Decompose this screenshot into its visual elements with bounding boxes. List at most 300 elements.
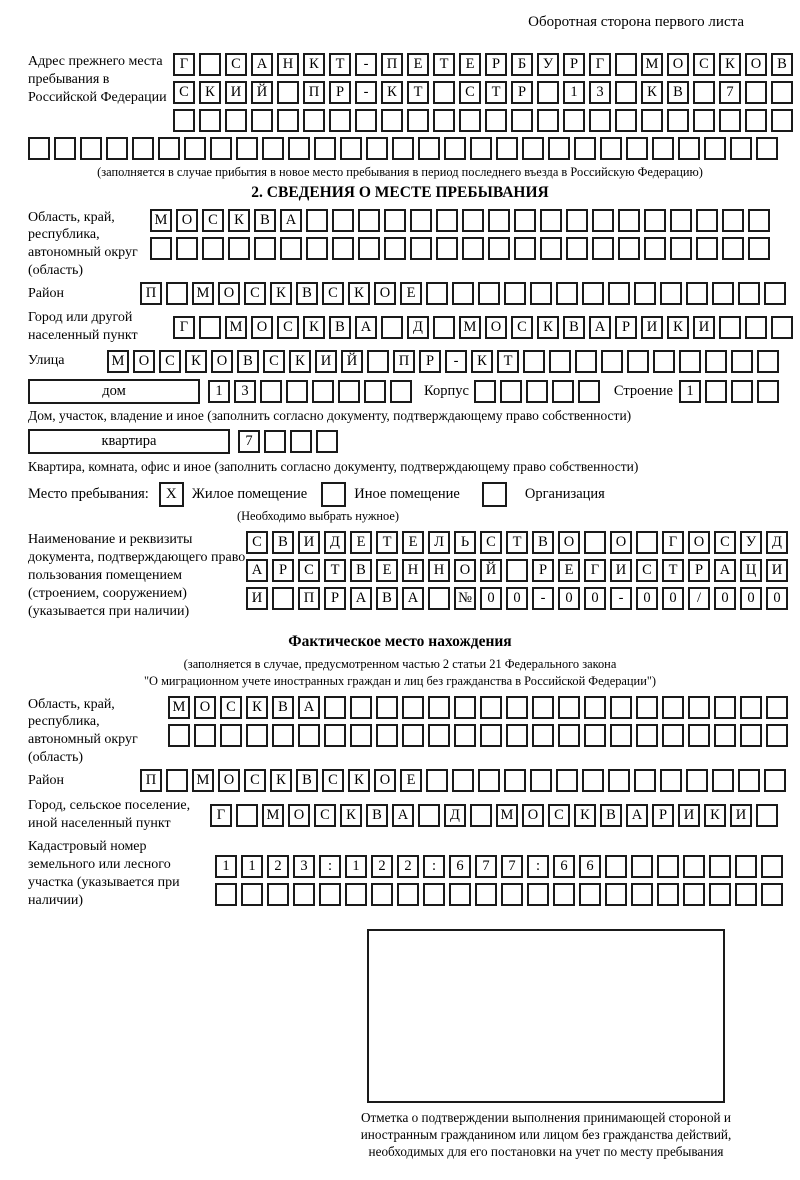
char-box [478, 282, 500, 305]
char-box: Ц [740, 559, 762, 582]
char-box: Е [350, 531, 372, 554]
char-box [488, 209, 510, 232]
mesto-option-inoe-label: Иное помещение [354, 486, 460, 503]
oblast-row-1 [150, 209, 774, 232]
char-box [173, 109, 195, 132]
header-note: Оборотная сторона первого листа [528, 14, 744, 30]
char-box: О [454, 559, 476, 582]
char-box: У [740, 531, 762, 554]
char-box [530, 769, 552, 792]
char-box [566, 209, 588, 232]
char-box [558, 696, 580, 719]
char-box [381, 109, 403, 132]
char-box [306, 237, 328, 260]
char-box [757, 380, 779, 403]
char-box: С [548, 804, 570, 827]
char-box [532, 696, 554, 719]
char-box [410, 209, 432, 232]
char-box [522, 137, 544, 160]
kadastr-label: Кадастровый номер земельного или лесного участка (указывается при наличии) [28, 838, 180, 908]
char-box [608, 769, 630, 792]
raion-row [140, 282, 790, 305]
char-box [150, 237, 172, 260]
char-box: Е [558, 559, 580, 582]
char-box [267, 883, 289, 906]
char-box [719, 316, 741, 339]
kvartira-field-box: квартира [28, 429, 230, 454]
char-box [683, 855, 705, 878]
char-box [390, 380, 412, 403]
char-box [631, 855, 653, 878]
char-box [454, 696, 476, 719]
fact-oblast-rows [168, 696, 792, 752]
char-box [712, 282, 734, 305]
char-box [454, 724, 476, 747]
char-box [662, 724, 684, 747]
char-box [506, 559, 528, 582]
char-box [686, 282, 708, 305]
char-box: П [303, 81, 325, 104]
char-box [241, 883, 263, 906]
char-box [272, 587, 294, 610]
char-box: О [288, 804, 310, 827]
gorod-row [173, 316, 797, 339]
char-box: А [246, 559, 268, 582]
char-box: К [270, 769, 292, 792]
char-box: 6 [579, 855, 601, 878]
char-box [556, 769, 578, 792]
doc-row-3 [246, 587, 792, 610]
char-box [436, 209, 458, 232]
char-box [584, 696, 606, 719]
char-box [474, 380, 496, 403]
char-box [470, 804, 492, 827]
char-box: О [211, 350, 233, 373]
char-box [350, 696, 372, 719]
fact-raion-block [28, 769, 800, 792]
char-box: О [522, 804, 544, 827]
char-box: В [350, 559, 372, 582]
char-box [537, 81, 559, 104]
char-box [202, 237, 224, 260]
char-box: Й [341, 350, 363, 373]
char-box [402, 696, 424, 719]
ulitsa-label: Улица [28, 353, 65, 369]
char-box: А [626, 804, 648, 827]
char-box [722, 237, 744, 260]
char-box: О [558, 531, 580, 554]
char-box [176, 237, 198, 260]
char-box [306, 209, 328, 232]
doc-block [28, 531, 800, 621]
oblast-label: Область, край, республика, автономный округ (область) [28, 209, 138, 279]
char-box: Г [589, 53, 611, 76]
char-box: К [471, 350, 493, 373]
char-box: Р [688, 559, 710, 582]
char-box [709, 855, 731, 878]
char-box [426, 769, 448, 792]
char-box [592, 237, 614, 260]
char-box [615, 109, 637, 132]
char-box [714, 696, 736, 719]
char-box: 0 [714, 587, 736, 610]
char-box: В [532, 531, 554, 554]
prev-address-row-2 [173, 81, 797, 104]
char-box: 2 [397, 855, 419, 878]
char-box [350, 724, 372, 747]
char-box [426, 282, 448, 305]
char-box: К [246, 696, 268, 719]
char-box [402, 724, 424, 747]
dom-note: Дом, участок, владение и иное (заполнить согласно документу, подтверждающему право собственности) [28, 407, 632, 423]
char-box [704, 137, 726, 160]
char-box [314, 137, 336, 160]
char-box: О [374, 769, 396, 792]
ulitsa-block [28, 350, 800, 373]
char-box: К [228, 209, 250, 232]
char-box: И [766, 559, 788, 582]
korpus-label: Корпус [424, 383, 469, 400]
char-box: 1 [208, 380, 230, 403]
char-box [514, 209, 536, 232]
char-box [158, 137, 180, 160]
char-box [722, 209, 744, 232]
char-box [563, 109, 585, 132]
char-box: Р [652, 804, 674, 827]
char-box: О [176, 209, 198, 232]
char-box [384, 209, 406, 232]
char-box: В [272, 696, 294, 719]
char-box: Е [402, 531, 424, 554]
char-box [462, 209, 484, 232]
char-box: И [693, 316, 715, 339]
char-box [605, 855, 627, 878]
char-box: А [251, 53, 273, 76]
char-box [184, 137, 206, 160]
char-box [392, 137, 414, 160]
char-box [449, 883, 471, 906]
char-box [626, 137, 648, 160]
char-box: О [194, 696, 216, 719]
char-box [537, 109, 559, 132]
fact-note-1: (заполняется в случае, предусмотренном частью 2 статьи 21 Федерального закона [183, 656, 617, 671]
char-box [693, 81, 715, 104]
char-box: К [348, 769, 370, 792]
char-box: О [610, 531, 632, 554]
oblast-block [28, 209, 800, 281]
char-box [462, 237, 484, 260]
char-box [501, 883, 523, 906]
char-box: Г [584, 559, 606, 582]
dom-field-box: дом [28, 379, 200, 404]
gorod-block [28, 309, 800, 345]
char-box: Н [428, 559, 450, 582]
char-box [236, 137, 258, 160]
char-box: П [393, 350, 415, 373]
char-box [608, 282, 630, 305]
char-box [566, 237, 588, 260]
char-box [662, 696, 684, 719]
char-box: О [688, 531, 710, 554]
char-box [220, 724, 242, 747]
char-box: Т [485, 81, 507, 104]
char-box: К [667, 316, 689, 339]
char-box: С [322, 769, 344, 792]
char-box: С [322, 282, 344, 305]
char-box: 6 [449, 855, 471, 878]
char-box [236, 804, 258, 827]
gorod-label: Город или другой населенный пункт [28, 310, 138, 344]
char-box: А [714, 559, 736, 582]
mesto-option-zhiloe-label: Жилое помещение [191, 486, 308, 503]
korpus-row [474, 380, 604, 403]
char-box: П [298, 587, 320, 610]
char-box [132, 137, 154, 160]
mesto-block [28, 482, 800, 507]
char-box: О [218, 769, 240, 792]
char-box [574, 137, 596, 160]
char-box [764, 769, 786, 792]
char-box: П [140, 282, 162, 305]
char-box [679, 350, 701, 373]
char-box [627, 350, 649, 373]
char-box [634, 769, 656, 792]
char-box: 0 [636, 587, 658, 610]
char-box: И [641, 316, 663, 339]
char-box [324, 724, 346, 747]
char-box: М [150, 209, 172, 232]
char-box [452, 769, 474, 792]
char-box: Т [497, 350, 519, 373]
char-box [757, 350, 779, 373]
prev-address-row-4 [28, 137, 800, 160]
char-box: С [244, 769, 266, 792]
char-box [277, 81, 299, 104]
char-box [610, 696, 632, 719]
char-box: М [192, 769, 214, 792]
dom-block [28, 379, 800, 404]
char-box: 7 [719, 81, 741, 104]
char-box: 0 [558, 587, 580, 610]
char-box [228, 237, 250, 260]
char-box [428, 587, 450, 610]
stamp-caption: Отметка о подтверждении выполнения принимающей стороной и иностранным гражданином или лицом без гражданства действий, необходимых для его постановки на учет по месту пребывания [360, 1109, 732, 1160]
char-box: К [719, 53, 741, 76]
doc-label: Наименование и реквизиты документа, подтверждающего право пользования помещением (строением, сооружением) (указывается при наличии) [28, 531, 246, 619]
char-box: С [202, 209, 224, 232]
kvartira-block [28, 429, 800, 454]
char-box [578, 380, 600, 403]
char-box [272, 724, 294, 747]
char-box [589, 109, 611, 132]
char-box [381, 316, 403, 339]
char-box [532, 724, 554, 747]
char-box [506, 696, 528, 719]
stroenie-row [679, 380, 783, 403]
char-box [696, 209, 718, 232]
char-box [371, 883, 393, 906]
char-box [575, 350, 597, 373]
char-box [660, 282, 682, 305]
char-box: Р [272, 559, 294, 582]
char-box [636, 696, 658, 719]
char-box: - [355, 53, 377, 76]
char-box: 7 [475, 855, 497, 878]
char-box [332, 209, 354, 232]
char-box [764, 282, 786, 305]
char-box [600, 137, 622, 160]
char-box: М [496, 804, 518, 827]
char-box [480, 696, 502, 719]
char-box [745, 81, 767, 104]
char-box: Р [485, 53, 507, 76]
char-box [735, 883, 757, 906]
char-box [293, 883, 315, 906]
char-box [731, 350, 753, 373]
char-box [705, 350, 727, 373]
prev-address-row-3 [173, 109, 797, 132]
char-box [384, 237, 406, 260]
char-box [526, 380, 548, 403]
char-box: К [574, 804, 596, 827]
char-box: Н [277, 53, 299, 76]
char-box: М [262, 804, 284, 827]
char-box [771, 81, 793, 104]
kvartira-number-row [238, 430, 342, 453]
char-box [264, 430, 286, 453]
char-box [433, 316, 455, 339]
char-box: Г [662, 531, 684, 554]
char-box [634, 282, 656, 305]
char-box: В [296, 282, 318, 305]
char-box: 0 [740, 587, 762, 610]
char-box [601, 350, 623, 373]
char-box [199, 316, 221, 339]
char-box: С [459, 81, 481, 104]
char-box [686, 769, 708, 792]
char-box [452, 282, 474, 305]
prev-address-row-1 [173, 53, 797, 76]
char-box [428, 696, 450, 719]
char-box [652, 137, 674, 160]
stamp-box [367, 929, 725, 1103]
oblast-row-2 [150, 237, 774, 260]
char-box [459, 109, 481, 132]
kadastr-block [28, 838, 800, 911]
char-box: К [303, 316, 325, 339]
char-box [740, 724, 762, 747]
char-box: В [563, 316, 585, 339]
char-box [631, 883, 653, 906]
char-box: В [600, 804, 622, 827]
char-box [688, 696, 710, 719]
char-box [260, 380, 282, 403]
prev-address-block [28, 53, 800, 137]
char-box [376, 724, 398, 747]
char-box: О [133, 350, 155, 373]
char-box [28, 137, 50, 160]
char-box [215, 883, 237, 906]
char-box: 3 [589, 81, 611, 104]
char-box: А [355, 316, 377, 339]
char-box: Г [173, 316, 195, 339]
char-box: С [220, 696, 242, 719]
char-box [514, 237, 536, 260]
char-box: М [459, 316, 481, 339]
kadastr-row-2 [215, 883, 787, 906]
char-box: К [199, 81, 221, 104]
char-box [199, 109, 221, 132]
char-box: Т [662, 559, 684, 582]
char-box [605, 883, 627, 906]
char-box: Т [506, 531, 528, 554]
char-box: А [350, 587, 372, 610]
char-box: 2 [267, 855, 289, 878]
char-box: Р [563, 53, 585, 76]
char-box: Г [210, 804, 232, 827]
char-box [766, 696, 788, 719]
char-box: - [610, 587, 632, 610]
char-box: С [277, 316, 299, 339]
char-box [410, 237, 432, 260]
char-box [329, 109, 351, 132]
char-box [735, 855, 757, 878]
char-box: К [641, 81, 663, 104]
section2-title: 2. СВЕДЕНИЯ О МЕСТЕ ПРЕБЫВАНИЯ [251, 183, 549, 201]
char-box [504, 769, 526, 792]
char-box [584, 724, 606, 747]
char-box [712, 769, 734, 792]
char-box [288, 137, 310, 160]
char-box: Р [615, 316, 637, 339]
fact-raion-label: Район [28, 772, 64, 788]
char-box: В [296, 769, 318, 792]
char-box: / [688, 587, 710, 610]
char-box: С [244, 282, 266, 305]
char-box: Н [402, 559, 424, 582]
char-box [168, 724, 190, 747]
char-box: О [374, 282, 396, 305]
char-box [756, 804, 778, 827]
char-box: А [298, 696, 320, 719]
char-box [660, 769, 682, 792]
char-box: В [376, 587, 398, 610]
char-box [748, 237, 770, 260]
char-box: М [641, 53, 663, 76]
char-box [444, 137, 466, 160]
char-box [657, 855, 679, 878]
char-box [527, 883, 549, 906]
char-box [470, 137, 492, 160]
char-box: К [340, 804, 362, 827]
char-box: В [237, 350, 259, 373]
char-box: Е [400, 282, 422, 305]
dom-number-row [208, 380, 416, 403]
char-box: А [392, 804, 414, 827]
char-box: О [218, 282, 240, 305]
char-box: С [246, 531, 268, 554]
raion-block [28, 282, 800, 305]
char-box [511, 109, 533, 132]
char-box [610, 724, 632, 747]
char-box: К [348, 282, 370, 305]
char-box: П [140, 769, 162, 792]
char-box [740, 696, 762, 719]
checkbox-inoe [321, 482, 346, 507]
char-box: 3 [293, 855, 315, 878]
char-box: Е [407, 53, 429, 76]
char-box [433, 109, 455, 132]
